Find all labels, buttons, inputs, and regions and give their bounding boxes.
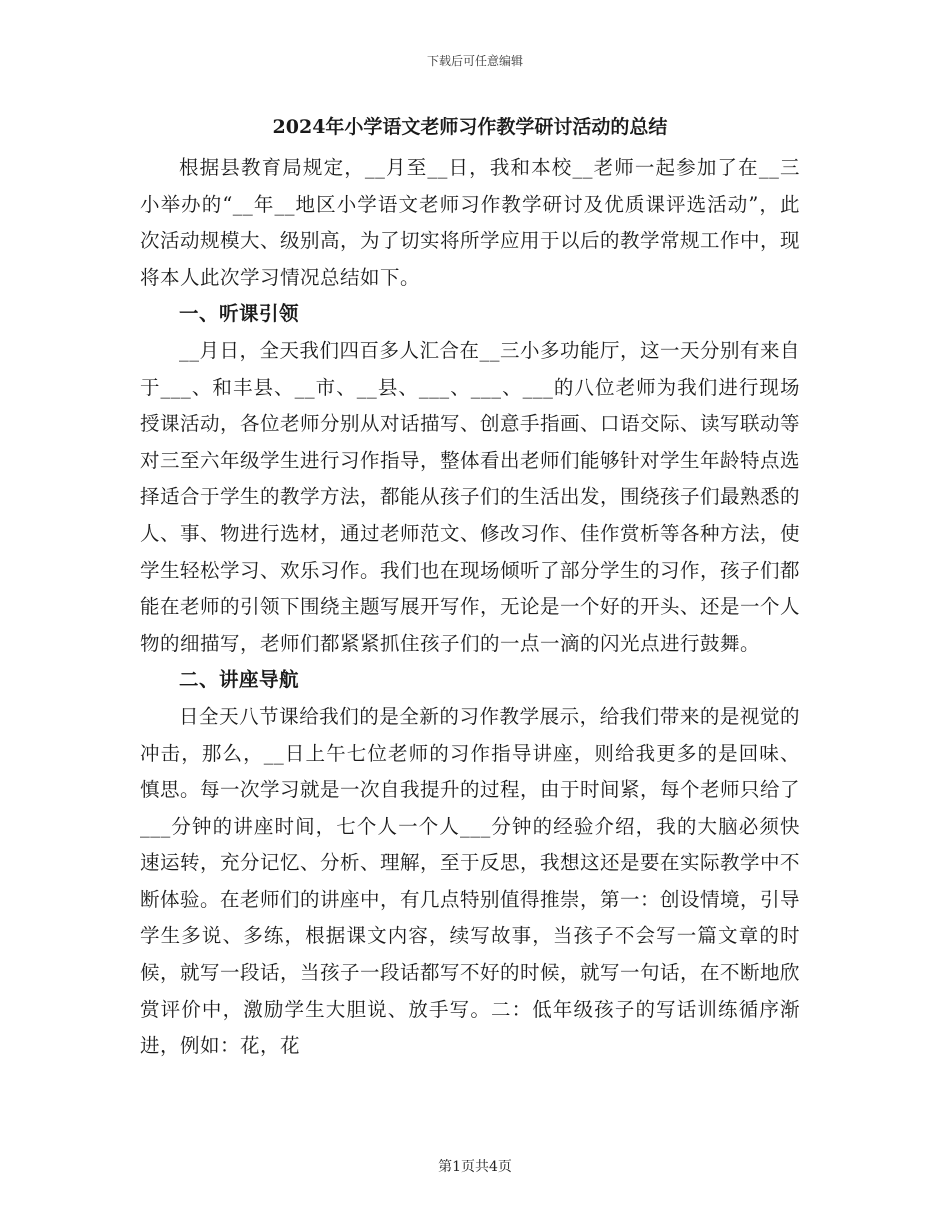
document-title: 2024年小学语文老师习作教学研讨活动的总结 bbox=[272, 116, 668, 138]
section-heading-lectures: 二、讲座导航 bbox=[179, 668, 300, 692]
page-header-note: 下载后可任意编辑 bbox=[426, 54, 523, 68]
document-body bbox=[140, 112, 800, 1065]
section-body-lectures: 日全天八节课给我们的是全新的习作教学展示，给我们带来的是视觉的冲击，那么，__日上午七位老师的习作指导讲座，则给我更多的是回味、慎思。每一次学习就是一次自我提升的过程，由于时间紧，每个老师只给了___分钟的讲座时间，七个人一个人___分钟的经验介绍，我的大脑必须快速运转，充分记忆、分析、理解，至于反思，我想这还是要在实际教学中不断体验。在老师们的讲座中，有几点特别值得推崇，第一：创设情境，引导学生多说、多练，根据课文内容，续写故事，当孩子不会写一篇文章的时候，就写一段话，当孩子一段话都写不好的时候，就写一句话，在不断地欣赏评价中，激励学生大胆说、放手写。二：低年级孩子的写话训练循序渐进，例如：花，花 bbox=[140, 704, 801, 1058]
page-number-footer: 第1页共4页 bbox=[438, 1159, 512, 1175]
section-body-listening: __月日，全天我们四百多人汇合在__三小多功能厅，这一天分别有来自于___、和丰县、__市、__县、___、___、___的八位老师为我们进行现场授课活动，各位老师分别从对话描写、创意手指画、口语交际、读写联动等对三至六年级学生进行习作指导，整体看出老师们能够针对学生年龄特点选择适合于学生的教学方法，都能从孩子们的生活出发，围绕孩子们最熟悉的人、事、物进行选材，通过老师范文、修改习作、佳作赏析等各种方法，使学生轻松学习、欢乐习作。我们也在现场倾听了部分学生的习作，孩子们都能在老师的引领下围绕主题写展开写作，无论是一个好的开头、还是一个人物的细描写，老师们都紧紧抓住孩子们的一点一滴的闪光点进行鼓舞。 bbox=[140, 338, 801, 655]
intro-paragraph: 根据县教育局规定，__月至__日，我和本校__老师一起参加了在__三小举办的“__年__地区小学语文老师习作教学研讨及优质课评选活动”，此次活动规模大、级别高，为了切实将所学应用于以后的教学常规工作中，现将本人此次学习情况总结如下。 bbox=[140, 156, 801, 289]
section-heading-listening: 一、听课引领 bbox=[179, 302, 300, 326]
